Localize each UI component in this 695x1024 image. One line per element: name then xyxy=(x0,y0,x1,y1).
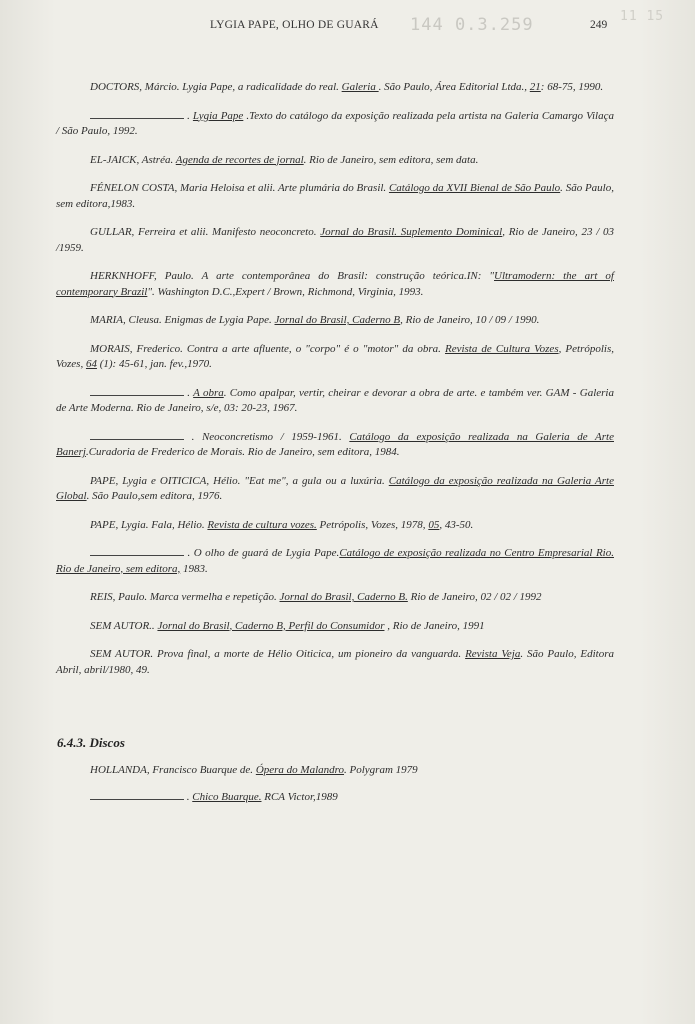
reference-text: . xyxy=(184,109,193,122)
repeated-author-line xyxy=(90,109,184,119)
repeated-author-line xyxy=(90,546,184,556)
reference-text: GULLAR, Ferreira et alii. Manifesto neoconcreto. xyxy=(90,226,321,238)
reference-title: 05 xyxy=(428,518,440,531)
reference-text: MARIA, Cleusa. Enigmas de Lygia Pape. xyxy=(90,314,275,326)
reference-entry xyxy=(56,518,614,534)
reference-text: Rio de Janeiro, 02 / 02 / 1992 xyxy=(407,591,542,603)
reference-text: SEM AUTOR.. xyxy=(90,619,158,632)
page-header xyxy=(0,9,695,39)
reference-title: Revista de Cultura Vozes xyxy=(444,342,559,355)
reference-text: , Rio de Janeiro, 23 / 03 /1959. xyxy=(56,226,614,254)
reference-entry xyxy=(56,590,614,606)
reference-title: Jornal do Brasil, Caderno B, Perfil do Consumidor xyxy=(157,619,385,632)
reference-title: Galeria xyxy=(341,81,379,93)
reference-text: . Polygram 1979 xyxy=(344,764,418,776)
reference-title: Jornal do Brasil, Caderno B xyxy=(274,314,401,326)
reference-text: . Neoconcretismo / 1959-1961. xyxy=(184,430,350,443)
reference-text: EL-JAICK, Astréa. xyxy=(90,153,176,166)
reference-title: Agenda de recortes de jornal xyxy=(175,153,304,166)
reference-text: .Curadoria de Frederico de Morais. Rio de Janeiro, sem editora, 1984. xyxy=(85,446,400,458)
reference-entry xyxy=(56,647,614,678)
reference-text: HERKNHOFF, Paulo. A arte contemporânea do Brasil: construção teórica.IN: " xyxy=(90,270,494,282)
reference-entry xyxy=(56,342,614,373)
reference-text: . xyxy=(184,790,193,803)
reference-title: Jornal do Brasil. Suplemento Dominical xyxy=(320,226,503,238)
reference-title: 21 xyxy=(529,81,541,93)
reference-text: DOCTORS, Márcio. Lygia Pape, a radicalidade do real. xyxy=(90,81,342,93)
reference-text: RCA Victor,1989 xyxy=(261,790,338,803)
reference-title: Ópera do Malandro xyxy=(255,764,345,776)
repeated-author-line xyxy=(90,430,184,440)
reference-text: ". Washington D.C.,Expert / Brown, Richmond, Virginia, 1993. xyxy=(147,285,424,298)
reference-text: . O olho de guará de Lygia Pape. xyxy=(184,547,340,559)
reference-text: PAPE, Lygia e OITICICA, Hélio. "Eat me", a gula ou a luxúria. xyxy=(90,474,389,487)
corner-stamp: 11 15 xyxy=(620,9,665,24)
section-heading: 6.4.3. Discos xyxy=(57,735,125,750)
reference-text: . São Paulo,sem editora, 1976. xyxy=(86,490,223,502)
reference-text: : 68-75, 1990. xyxy=(540,81,604,93)
archive-stamp: 144 0.3.259 xyxy=(410,15,534,35)
running-title: LYGIA PAPE, OLHO DE GUARÁ xyxy=(210,19,379,31)
bibliography-list xyxy=(56,80,614,691)
reference-entry xyxy=(56,153,614,169)
reference-text: . Rio de Janeiro, sem editora, sem data. xyxy=(303,153,479,166)
reference-text: . São Paulo, Editora Abril, abril/1980, 49. xyxy=(56,648,614,676)
reference-text: SEM AUTOR. Prova final, a morte de Hélio Oiticica, um pioneiro da vanguarda. xyxy=(90,648,466,660)
reference-text: . São Paulo, sem editora,1983. xyxy=(56,182,614,210)
reference-title: Revista Veja xyxy=(465,648,521,660)
reference-entry xyxy=(56,430,614,461)
page-number: 249 xyxy=(590,19,608,31)
reference-text: PAPE, Lygia. Fala, Hélio. xyxy=(90,518,208,531)
reference-text: , 43-50. xyxy=(439,518,474,531)
repeated-author-line xyxy=(90,790,184,800)
reference-text: FÉNELON COSTA, Maria Heloisa et alii. Arte plumária do Brasil. xyxy=(90,182,389,194)
reference-title: 64 xyxy=(85,358,97,370)
reference-text: REIS, Paulo. Marca vermelha e repetição. xyxy=(90,591,280,603)
discography-list xyxy=(56,763,614,816)
reference-text: , Rio de Janeiro, 10 / 09 / 1990. xyxy=(400,314,540,326)
reference-title: Jornal do Brasil, Caderno B. xyxy=(279,591,408,603)
reference-entry xyxy=(56,109,614,140)
reference-title: A obra xyxy=(193,386,224,399)
reference-text: . São Paulo, Área Editorial Ltda., xyxy=(378,81,530,93)
reference-title: Catálogo da exposição realizada na Galeria de Arte Banerj xyxy=(56,430,614,458)
reference-entry xyxy=(56,181,614,212)
reference-text: Petrópolis, Vozes, 1978, xyxy=(316,518,429,531)
disc-entry xyxy=(56,790,614,806)
reference-text: , Rio de Janeiro, 1991 xyxy=(384,619,485,632)
reference-text: . xyxy=(184,386,194,399)
reference-entry xyxy=(56,313,614,329)
reference-entry xyxy=(56,386,614,417)
disc-entry xyxy=(56,763,614,779)
reference-text: . Como apalpar, vertir, cheirar e devorar a obra de arte. e também ver. GAM - Galeria de Arte Moderna. Rio de Janeiro, s/e, 03: 20-23, 1967. xyxy=(56,386,614,414)
reference-entry xyxy=(56,474,614,505)
reference-title: Ultramodern: the art of contemporary Brazil xyxy=(56,270,614,298)
reference-text: 1983. xyxy=(180,562,208,575)
reference-text: , Petrópolis, Vozes, xyxy=(56,342,615,370)
reference-entry xyxy=(56,80,614,96)
reference-entry xyxy=(56,269,614,300)
reference-title: Revista de cultura vozes. xyxy=(207,518,317,531)
reference-entry xyxy=(56,225,614,256)
reference-text: .Texto do catálogo da exposição realizada pela artista na Galeria Camargo Vilaça / São Paulo, 1992. xyxy=(56,109,614,137)
reference-title: Lygia Pape xyxy=(192,109,244,122)
reference-title: Catálogo da XVII Bienal de São Paulo xyxy=(388,182,561,194)
reference-entry xyxy=(56,619,614,635)
reference-text: MORAIS, Frederico. Contra a arte afluente, o "corpo" é o "motor" da obra. xyxy=(90,342,445,355)
reference-entry xyxy=(56,546,614,577)
reference-title: Catálogo de exposição realizada no Centro Empresarial Rio. Rio de Janeiro, sem editora, xyxy=(56,547,614,575)
reference-text: HOLLANDA, Francisco Buarque de. xyxy=(90,764,256,776)
repeated-author-line xyxy=(90,386,184,396)
reference-text: (1): 45-61, jan. fev.,1970. xyxy=(96,358,212,370)
reference-title: Chico Buarque. xyxy=(192,790,262,803)
reference-title: Catálogo da exposição realizada na Galeria Arte Global xyxy=(56,474,614,502)
